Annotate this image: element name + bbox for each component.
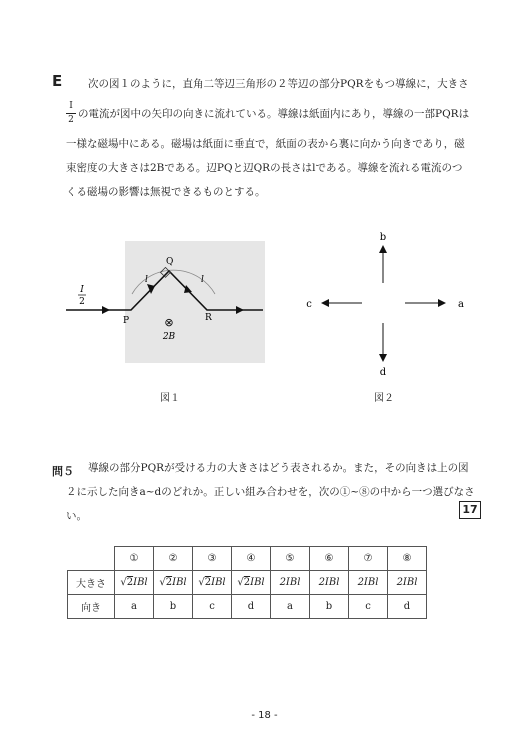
fig1-current-numerator: I: [80, 285, 84, 295]
section-label: E: [52, 72, 63, 90]
option-direction: a: [271, 595, 310, 619]
option-direction: a: [115, 595, 154, 619]
option-number: ⑦: [349, 547, 388, 571]
option-direction: d: [388, 595, 427, 619]
fraction-denominator: 2: [68, 115, 74, 125]
magnitude-expression: IBl: [250, 577, 265, 588]
sqrt-radicand: 2: [126, 577, 134, 588]
question-line-1: 導線の部分PQRが受ける力の大きさはどう表されるか。また，その向きは上の図: [88, 462, 469, 474]
magnetic-field-region: [125, 241, 265, 363]
option-number: ③: [193, 547, 232, 571]
field-into-page-icon: ⊗: [164, 316, 174, 329]
option-number: ④: [232, 547, 271, 571]
fig1-current-denominator: 2: [79, 297, 85, 307]
direction-a-label: a: [458, 299, 464, 310]
option-magnitude: [271, 571, 310, 595]
option-direction: c: [193, 595, 232, 619]
option-magnitude: √2IBl: [193, 571, 232, 595]
magnitude-expression: IBl: [133, 577, 148, 588]
fraction-bar: [66, 113, 76, 114]
option-magnitude: √2IBl: [115, 571, 154, 595]
intro-line-2: の電流が図中の矢印の向きに流れている。導線は紙面内にあり，導線の一部PQRは: [78, 108, 470, 120]
question-line-3: い。: [66, 510, 87, 522]
sqrt-radicand: 2: [165, 577, 173, 588]
option-direction: b: [310, 595, 349, 619]
direction-d-label: d: [379, 367, 387, 378]
table-row-magnitude: [68, 571, 427, 595]
option-magnitude: [388, 571, 427, 595]
option-number: ①: [115, 547, 154, 571]
intro-line-3: 一様な磁場中にある。磁場は紙面に垂直で，紙面の表から裏に向かう向きであり，磁: [66, 138, 465, 150]
intro-line-4: 束密度の大きさは2Bである。辺PQと辺QRの長さはlである。導線を流れる電流のつ: [66, 162, 463, 174]
option-direction: b: [154, 595, 193, 619]
sqrt-radicand: 2: [243, 577, 251, 588]
magnitude-expression: 2IBl: [279, 577, 301, 588]
direction-b-label: b: [379, 232, 387, 243]
options-table: [67, 546, 427, 619]
magnitude-expression: IBl: [172, 577, 187, 588]
fraction-numerator: I: [69, 101, 73, 111]
table-corner: [68, 547, 115, 571]
figure-1: [60, 232, 270, 372]
magnitude-expression: 2IBl: [396, 577, 418, 588]
table-row-direction: [68, 595, 427, 619]
option-magnitude: √2IBl: [232, 571, 271, 595]
option-magnitude: [310, 571, 349, 595]
option-number: ⑤: [271, 547, 310, 571]
figure-2-caption: 図２: [374, 393, 394, 404]
intro-line-5: くる磁場の影響は無視できるものとする。: [66, 186, 266, 198]
point-q-label: Q: [166, 257, 174, 267]
question-label: 問５: [52, 465, 74, 478]
magnitude-expression: 2IBl: [318, 577, 340, 588]
current-fraction: [66, 101, 76, 126]
magnitude-expression: IBl: [211, 577, 226, 588]
option-magnitude: √2IBl: [154, 571, 193, 595]
table-row-numbers: [68, 547, 427, 571]
current-arrow-left: [102, 306, 110, 314]
option-number: ⑥: [310, 547, 349, 571]
magnitude-row-label: 大きさ: [68, 571, 115, 595]
side-pq-label: l: [145, 275, 148, 285]
side-qr-label: l: [201, 275, 204, 285]
option-direction: c: [349, 595, 388, 619]
intro-line-1: 次の図１のように，直角二等辺三角形の２等辺の部分PQRをもつ導線に，大きさ: [88, 78, 469, 90]
option-direction: d: [232, 595, 271, 619]
option-number: ②: [154, 547, 193, 571]
figure-1-caption: 図１: [160, 393, 180, 404]
figure-2: [295, 228, 495, 378]
question-line-2: ２に示した向きa~dのどれか。正しい組み合わせを，次の①~⑧の中から一つ選びなさ: [66, 486, 475, 498]
point-r-label: R: [205, 313, 212, 323]
page-number: - 18 -: [251, 710, 278, 721]
answer-number-box: 17: [459, 501, 481, 519]
magnitude-expression: 2IBl: [357, 577, 379, 588]
option-magnitude: [349, 571, 388, 595]
option-number: ⑧: [388, 547, 427, 571]
direction-row-label: 向き: [68, 595, 115, 619]
point-p-label: P: [123, 316, 130, 326]
direction-c-label: c: [306, 299, 312, 310]
field-label: 2B: [162, 332, 176, 342]
sqrt-radicand: 2: [204, 577, 212, 588]
